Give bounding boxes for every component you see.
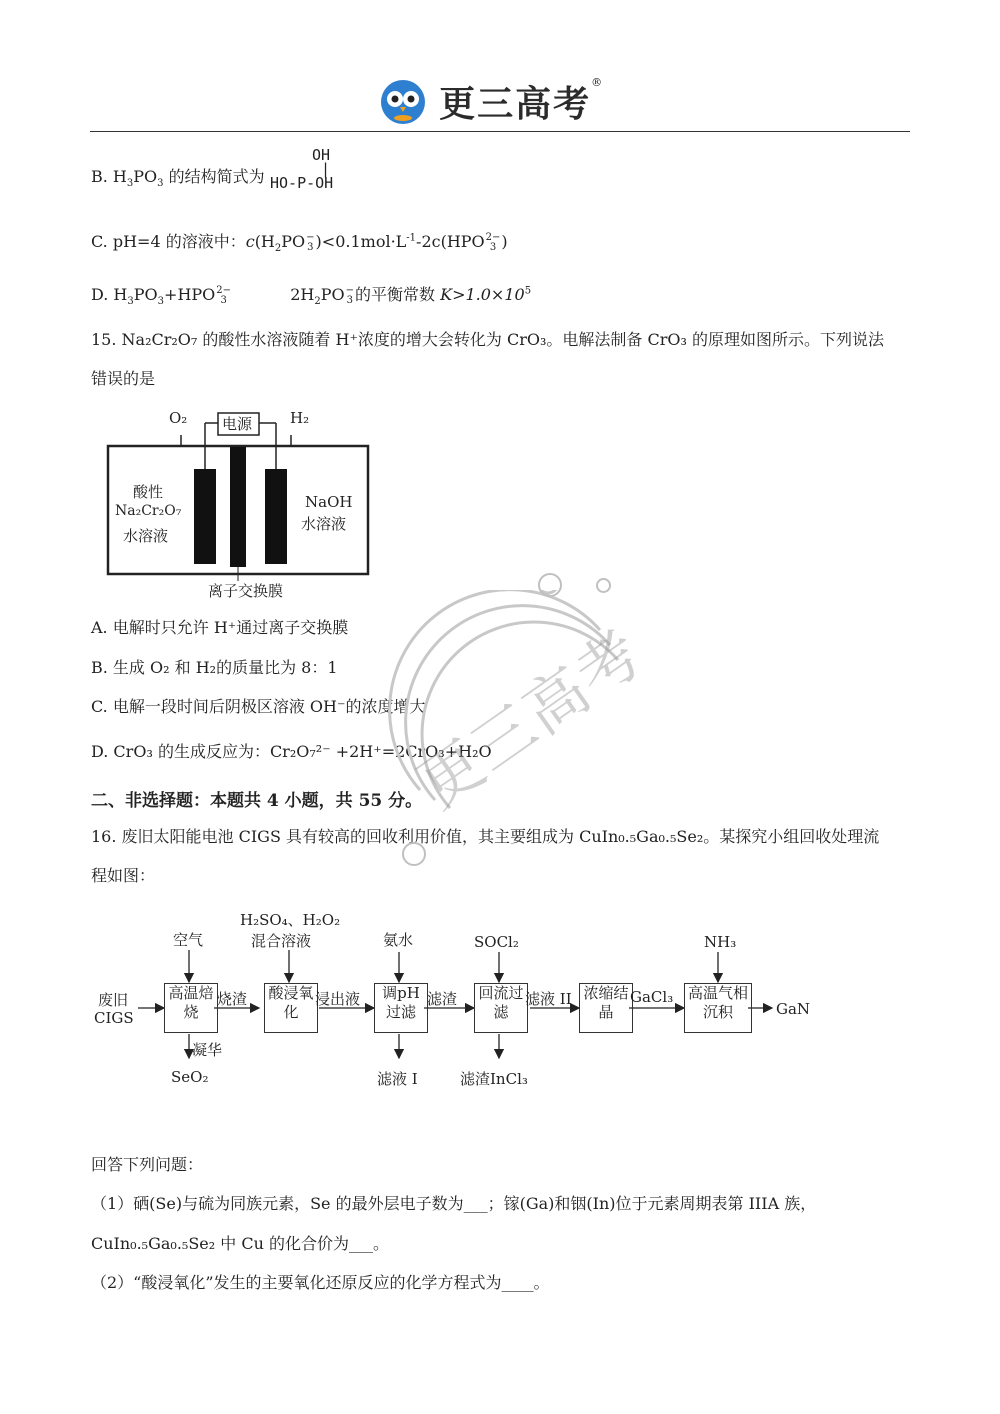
q15-option-a: A. 电解时只允许 H⁺通过离子交换膜 (91, 618, 349, 637)
recycling-flowchart (90, 905, 830, 1095)
flow-roast-output: 烧渣 (217, 990, 248, 1008)
left-solution-2: Na₂Cr₂O₇ (115, 503, 182, 519)
q16-stem-line2: 程如图： (91, 866, 156, 885)
flow-roast-side-1: 凝华 (192, 1041, 223, 1059)
watermark-circle-3 (402, 842, 426, 866)
flow-step-roast: 高温焙烧 (164, 983, 218, 1033)
flow-step-reflux: 回流过滤 (474, 983, 528, 1033)
right-solution-2: 水溶液 (301, 515, 347, 533)
watermark-circle-2 (596, 578, 611, 593)
q14-c-prefix: C. pH=4 的溶液中： (91, 232, 246, 251)
q14-d-mid: 2H (290, 285, 315, 304)
watermark-text: 更三高考 (405, 615, 657, 822)
q15-stem-line2: 错误的是 (91, 369, 156, 388)
power-supply-label: 电源 (222, 415, 253, 433)
o2-label: O₂ (169, 409, 188, 427)
flow-reflux-side: 滤渣InCl₃ (460, 1070, 528, 1088)
flow-reflux-output: 滤液 II (525, 990, 572, 1008)
flow-step-acid-leach: 酸浸氧化 (264, 983, 318, 1033)
structure-row: HO-P-OH (270, 174, 334, 192)
brand-name: 更三高考 (439, 84, 592, 125)
q16-sub2: （2）“酸浸氧化”发生的主要氧化还原反应的化学方程式为____。 (91, 1273, 550, 1292)
flow-crystallize-output: GaCl₃ (630, 988, 674, 1006)
section-2-heading: 二、非选择题：本题共 4 小题，共 55 分。 (91, 791, 423, 811)
q16-stem-line1: 16. 废旧太阳能电池 CIGS 具有较高的回收利用价值，其主要组成为 CuIn₀.₅Ga₀.₅Se₂。某探究小组回收处理流 (91, 827, 880, 846)
watermark-circle-1 (538, 573, 562, 597)
q14-c-mid: )<0.1mol·L (315, 232, 407, 251)
owl-logo-icon (380, 79, 426, 125)
q15-stem-line1: 15. Na₂Cr₂O₇ 的酸性水溶液随着 H⁺浓度的增大会转化为 CrO₃。电解法制备 CrO₃ 的原理如图所示。下列说法 (91, 330, 884, 349)
flow-reflux-input: SOCl₂ (474, 933, 519, 951)
flow-cvd-input: NH₃ (704, 933, 737, 951)
q14-b-text: 的结构简式为 (168, 167, 265, 186)
header-divider (90, 131, 910, 132)
q16-sub1-line1: （1）硒(Se)与硫为同族元素，Se 的最外层电子数为___；镓(Ga)和铟(In)位于元素周期表第 IIIA 族， (91, 1194, 817, 1213)
structure-oh-top: OH (312, 146, 331, 164)
q15-option-b: B. 生成 O₂ 和 H₂的质量比为 8：1 (91, 658, 338, 677)
flow-start-1: 废旧 (98, 991, 129, 1009)
q14-option-b: B. $H_3PO_3$ 的结构简式为 (91, 167, 265, 190)
h2-label: H₂ (290, 409, 310, 427)
flow-acid-output: 浸出液 (315, 990, 361, 1008)
flow-ph-input: 氨水 (383, 931, 414, 949)
left-solution-3: 水溶液 (123, 527, 169, 545)
h3po3-structure: OH | HO-P-OH (270, 146, 334, 192)
q16-answer-intro: 回答下列问题： (91, 1155, 204, 1174)
q14-option-d: D. $H_3PO_3+HPO$ 2− 3 $2H_2PO$ − 3 的平衡常数 $K>1.0\times 10^5$ (91, 284, 532, 308)
q14-option-c: C. pH=4 的溶液中：$c(H_2PO$ − 3 )$<0.1mol\cdot L^{-1}-2c(HPO$ 2− 3 ) (91, 231, 508, 255)
flow-roast-input: 空气 (173, 931, 204, 949)
flow-step-ph: 调pH过滤 (374, 983, 428, 1033)
q14-d-prefix: D. H (91, 285, 128, 304)
q14-d-end: 的平衡常数 (355, 285, 436, 304)
registered-mark: ® (591, 76, 603, 89)
flow-roast-side-2: SeO₂ (171, 1068, 209, 1086)
flow-start-2: CIGS (94, 1009, 134, 1027)
electrolysis-diagram (105, 405, 375, 605)
q14-d-k: K>1.0×10 (440, 285, 525, 304)
flow-end: GaN (776, 1000, 811, 1018)
q15-option-c: C. 电解一段时间后阴极区溶液 OH⁻的浓度增大 (91, 697, 426, 716)
q16-sub1-line2: CuIn₀.₅Ga₀.₅Se₂ 中 Cu 的化合价为___。 (91, 1234, 389, 1253)
flow-acid-input-2: 混合溶液 (251, 932, 312, 950)
flow-step-crystallize: 浓缩结晶 (579, 983, 633, 1033)
flow-ph-output: 滤渣 (427, 990, 458, 1008)
brand-header (380, 76, 602, 127)
watermark-stamp (360, 590, 680, 820)
flow-ph-side: 滤液 I (377, 1070, 418, 1088)
flow-step-cvd: 高温气相沉积 (684, 983, 752, 1033)
q15-option-d: D. CrO₃ 的生成反应为：Cr₂O₇²⁻ +2H⁺=2CrO₃+H₂O (91, 742, 492, 761)
q14-c-end: -2c(HPO (416, 232, 485, 251)
membrane-label: 离子交换膜 (208, 582, 284, 600)
flow-acid-input-1: H₂SO₄、H₂O₂ (240, 911, 341, 929)
right-solution-1: NaOH (305, 493, 353, 511)
q14-b-prefix: B. H (91, 167, 127, 186)
left-solution-1: 酸性 (133, 483, 164, 501)
